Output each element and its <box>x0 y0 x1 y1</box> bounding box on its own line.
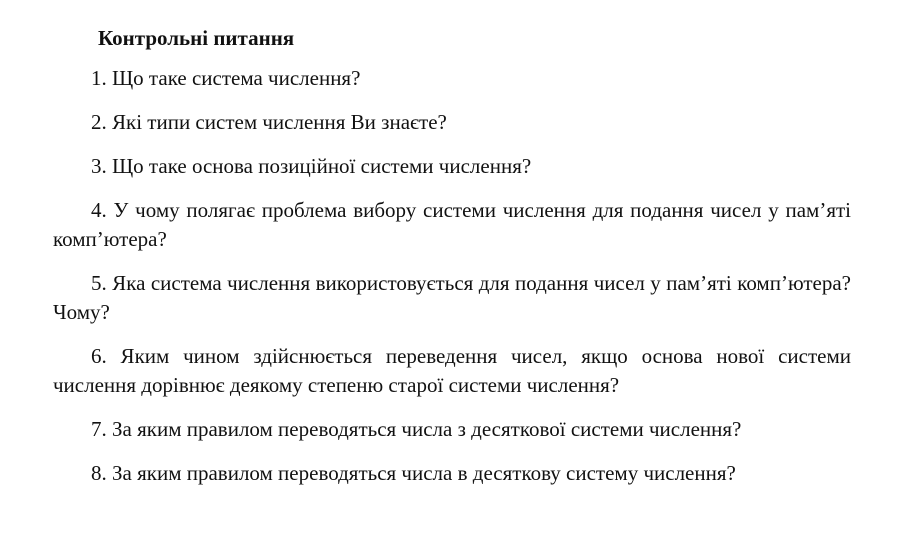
section-heading: Контрольні питання <box>98 26 295 50</box>
question-4: 4. У чому полягає проблема вибору системи числення для подання чисел у пам’яті комп’ютера? <box>53 198 851 251</box>
question-1: 1. Що таке система числення? <box>91 66 361 90</box>
questions-list <box>53 64 851 488</box>
question-8: 8. За яким правилом переводяться числа в десяткову систему числення? <box>91 461 736 485</box>
question-3: 3. Що таке основа позиційної системи числення? <box>91 154 532 178</box>
document-page <box>53 24 851 503</box>
question-2: 2. Які типи систем числення Ви знаєте? <box>91 110 447 134</box>
question-6: 6. Яким чином здійснюється переведення чисел, якщо основа нової системи числення дорівнює деякому степеню старої системи числення? <box>53 344 851 397</box>
question-5: 5. Яка система числення використовується для подання чисел у пам’яті комп’ютера? Чому? <box>53 271 851 324</box>
question-7: 7. За яким правилом переводяться числа з десяткової системи числення? <box>91 417 742 441</box>
